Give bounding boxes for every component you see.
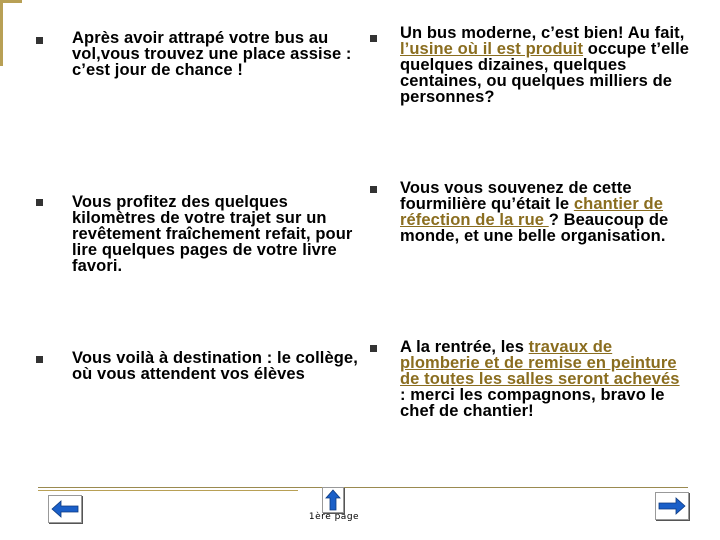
- text-segment: : merci les compagnons, bravo le chef de chantier!: [400, 386, 665, 420]
- right-paragraph-3: [400, 339, 685, 419]
- corner-decoration-vertical: [0, 0, 3, 66]
- first-page-button[interactable]: [322, 487, 344, 513]
- link-usine[interactable]: l’usine où il est produit: [400, 40, 584, 58]
- arrow-right-icon: [658, 496, 686, 516]
- bullet: [370, 35, 377, 42]
- left-paragraph-3: Vous voilà à destination : le collège, où vous attendent vos élèves: [72, 349, 358, 383]
- next-button[interactable]: [655, 492, 689, 520]
- left-paragraph-2: Vous profitez des quelques kilomètres de votre trajet sur un revêtement fraîchement refait, pour lire quelques pages de votre livre favori.: [72, 193, 353, 275]
- first-page-label[interactable]: 1ère page: [308, 512, 360, 522]
- footer-divider: [38, 487, 688, 488]
- corner-decoration-horizontal: [0, 0, 22, 3]
- previous-button[interactable]: [48, 495, 82, 523]
- bullet: [370, 186, 377, 193]
- text-segment: ? Beaucoup de monde, et une belle organisation.: [400, 211, 669, 245]
- left-paragraph-1: Après avoir attrapé votre bus au vol,vous trouvez une place assise : c’est jour de chance !: [72, 29, 352, 79]
- text-segment: occupe t’elle quelques dizaines, quelques centaines, ou quelques milliers de personnes?: [400, 40, 690, 106]
- link-chantier[interactable]: chantier de réfection de la rue: [400, 195, 663, 229]
- text-segment: A la rentrée, les: [400, 338, 529, 356]
- text-segment: Vous vous souvenez de cette fourmilière qu’était le: [400, 179, 632, 213]
- bullet: [36, 199, 43, 206]
- bullet: [36, 356, 43, 363]
- right-paragraph-2: [400, 180, 692, 244]
- arrow-up-icon: [325, 489, 341, 511]
- bullet: [370, 345, 377, 352]
- footer-divider-accent: [38, 490, 298, 491]
- link-travaux[interactable]: travaux de plomberie et de remise en peinture de toutes les salles seront achevés: [400, 338, 680, 388]
- right-paragraph-1: [400, 25, 690, 105]
- text-segment: Un bus moderne, c’est bien! Au fait,: [400, 24, 685, 42]
- bullet: [36, 37, 43, 44]
- arrow-left-icon: [51, 499, 79, 519]
